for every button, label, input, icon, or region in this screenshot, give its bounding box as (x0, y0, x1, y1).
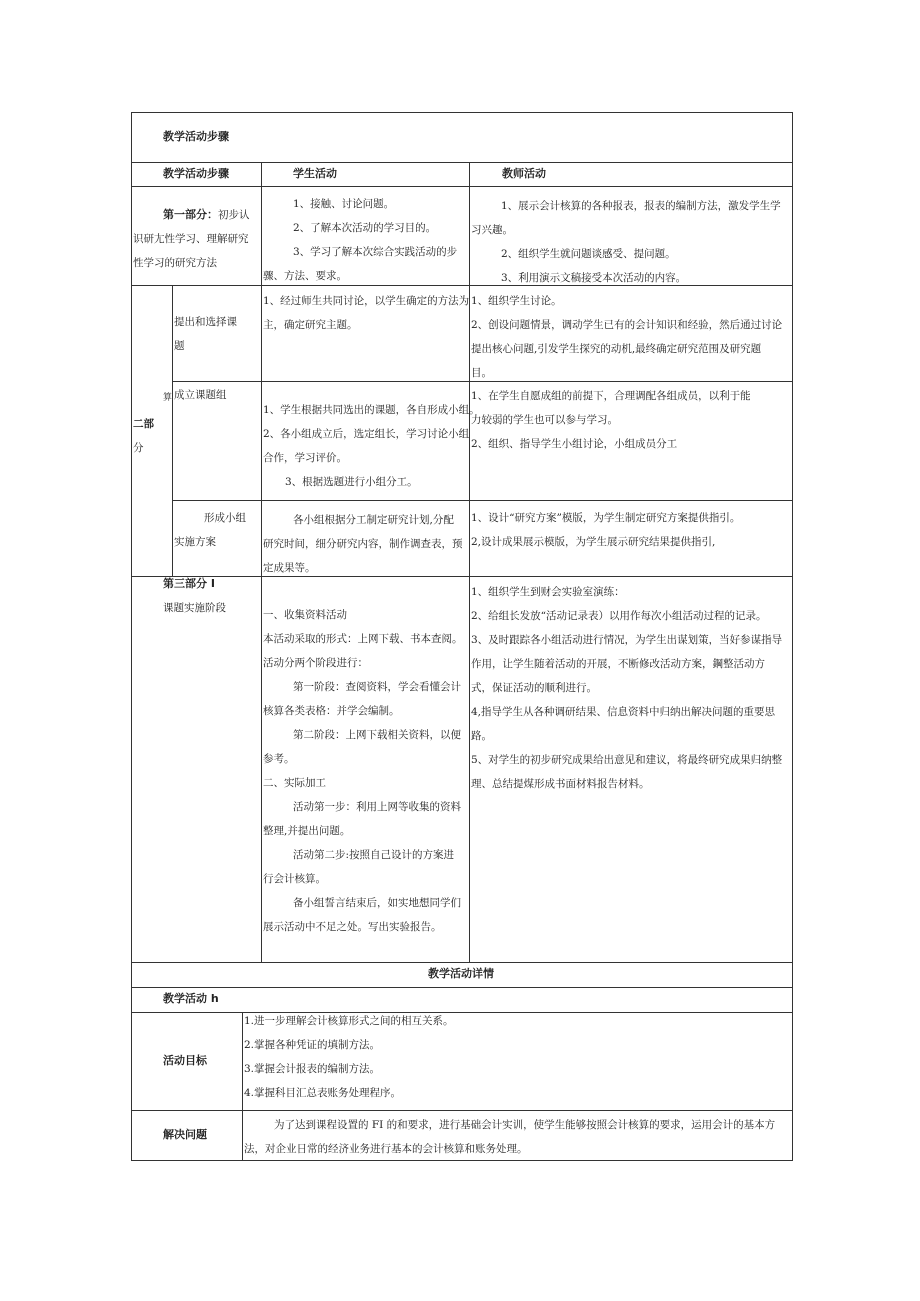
part3-student-line: 整理,并提出问题。 (263, 825, 351, 837)
part3-teacher-line: 4,指导学生从各种调研结果、信息资料中归纳出解决问题的重要思 (471, 706, 776, 718)
part2-row3-student (263, 508, 463, 580)
part1-student-line: 1、接触、讨论问题。 (293, 198, 395, 210)
table-heading: 教学活动步骤 (163, 130, 229, 143)
part2-row-name-line: 形成小组 (204, 512, 246, 524)
border-left (131, 112, 132, 1160)
part3-student-line: 活动第二步:按照自己设计的方案进 (293, 849, 455, 861)
part1-student-line: 3、学习了解本次综合实践活动的步 (293, 246, 458, 258)
part2-row2-teacher-line: 1、在学生自愿成组的前提下，合理调配各组成员，以利于能 (471, 390, 751, 402)
part2-row3-name (174, 506, 246, 554)
col-header-teacher: 教师活动 (502, 167, 546, 180)
part3-student-line: 二、实际加工 (263, 777, 326, 789)
part2-label-tail (133, 436, 144, 460)
part2-row3-student-line: 研究时间，细分研究内容，制作调查表，预 (263, 538, 463, 550)
part3-student-line: 备小组誓言结束后，如实地想同学们 (293, 897, 461, 909)
row-line (131, 987, 793, 988)
row-line (131, 1110, 793, 1111)
border-top (131, 112, 793, 113)
part3-teacher-line: 2、给组长发放“活动记录表）以用作每次小组活动过程的记录。 (471, 610, 767, 622)
part3-teacher-line: 作用，让学生随着活动的开展，不断修改活动方案，鋼整活动方 (471, 658, 765, 670)
row-line (131, 1012, 793, 1013)
part3-student-line: 参考。 (263, 753, 295, 765)
problem-text (244, 1113, 775, 1161)
part3-student-line: 活动第一步：利用上网等收集的资料 (293, 801, 461, 813)
part2-row2-name (174, 383, 227, 407)
part2-row2-student-line: 合作，学习评价。 (263, 452, 347, 464)
part1-label-line: 性学习的研究方法 (133, 257, 217, 269)
part2-row1-name (174, 310, 237, 358)
part2-row2-student-line: 1、学生根据共同选出的课题，各自形成小组。 (263, 404, 480, 416)
details-title: 教学活动详情 (428, 967, 494, 980)
part2-row1-student (263, 289, 469, 337)
part3-label (163, 572, 226, 620)
part2-row3-student-line: 各小组根据分工制定研究计划,分配 (293, 514, 454, 526)
row-line (172, 500, 793, 501)
part2-row1-student-line: 1、经过师生共同讨论，以学生确定的方法为 (263, 295, 470, 307)
part2-row-name-line: 提出和选择课 (174, 316, 237, 328)
part2-row2-teacher (471, 384, 751, 456)
col-header-steps: 教学活动步骤 (163, 167, 229, 180)
part2-row2-student-line: 3、根据选题进行小组分工。 (285, 476, 418, 488)
part1-label-bold: 第一部分： (163, 208, 218, 221)
row-line (131, 186, 793, 187)
part3-teacher-line: 1、组织学生到财会实验室演练： (471, 586, 625, 598)
part2-row2-teacher-line: 2、组织、指导学生小组讨论，小组成员分工 (471, 438, 678, 450)
goal-item: 1.进一步理解会计核算形式之间的相互关系。 (244, 1015, 454, 1027)
part3-teacher-line: 5、对学生的初步研究成果给出意见和建议，将最终研究成果归纳整 (471, 754, 783, 766)
part1-label-line: 初步认 (218, 209, 250, 221)
part2-row-name-line: 题 (174, 340, 185, 352)
col-line (261, 162, 262, 285)
part3-student-line: 第一阶段：查阅资料，学会看懂会计 (293, 681, 461, 693)
problem-label: 解决问题 (163, 1128, 207, 1141)
part3-student-line: 一、收集资料活动 (263, 609, 347, 621)
part1-teacher-line: 3、利用演示文稿接受本次活动的内容。 (501, 272, 687, 284)
part2-row3-teacher-line: 2,设计成果展示模版，为学生展示研究结果提供指引, (471, 536, 716, 548)
problem-line: 法，对企业日常的经济业务进行基本的会计核算和账务处理。 (244, 1143, 528, 1155)
part2-row2-student-line: 2、各小组成立后，选定组长，学习讨论小组 (263, 428, 470, 440)
col-header-student: 学生活动 (293, 167, 337, 180)
col-line (242, 1012, 243, 1160)
part1-teacher-line: 2、组织学生就问题谈感受、提问题。 (501, 248, 676, 260)
part3-label-line: 课题实施阶段 (163, 602, 226, 614)
col-line (469, 162, 470, 962)
part1-student (263, 192, 457, 288)
part3-student-line: 本活动采取的形式：上网下载、书本查阅。 (263, 633, 463, 645)
part2-row2-teacher-line: 力较弱的学生也可以参与学习。 (471, 414, 618, 426)
part2-row2-student (263, 398, 480, 494)
part3-student-line: 核算各类表格：并学会编制。 (263, 705, 400, 717)
problem-line: 为了达到课程设置的 FI 的和要求，进行基础会计实训，使学生能够按照会计核算的要求，运用会计的基本方 (274, 1119, 776, 1131)
part2-row1-teacher-line: 2、创设问题情景，调动学生已有的会计知识和经验，然后通过讨论 (471, 319, 783, 331)
part2-row1-teacher-line: 1、组织学生讨论。 (471, 295, 562, 307)
goals-label: 活动目标 (163, 1054, 207, 1067)
part1-teacher-line: 1、展示会计核算的各种报表，报表的编制方法，激发学生学 (501, 200, 781, 212)
goal-item: 3.掌握会计报表的编制方法。 (244, 1063, 381, 1075)
part1-label-line: 识研尢性学习、理解研究 (133, 233, 249, 245)
part1-student-line: 骤、方法、要求。 (263, 270, 347, 282)
part1-label (133, 203, 250, 275)
part3-teacher (471, 580, 782, 796)
part2-small-char: 算 (163, 393, 173, 403)
part2-label-line: 二部 (133, 418, 154, 430)
part2-row3-teacher-line: 1、设计“研究方案”模版，为学生制定研究方案提供指引。 (471, 512, 741, 524)
goal-item: 4.掌握科目汇总表账务处理程序。 (244, 1087, 402, 1099)
part2-row-name-line: 成立课题组 (174, 389, 227, 401)
part2-row-name-line: 实施方案 (174, 536, 216, 548)
part2-label-line: 分 (133, 442, 144, 454)
part1-teacher (471, 194, 781, 290)
part1-teacher-line: 习兴趣。 (471, 224, 513, 236)
part3-teacher-line: 3、及时跟踪各小组活动进行情况，为学生出谋划策，当好参谋指导 (471, 634, 783, 646)
border-right (792, 112, 793, 1160)
part3-student-line: 展示活动中不足之处。写出实验报告。 (263, 921, 442, 933)
part3-teacher-line: 理、总结提煤形成书面材料报告材料。 (471, 778, 650, 790)
part2-row1-student-line: 主，确定研究主题。 (263, 319, 358, 331)
part2-row3-teacher (471, 506, 740, 554)
goals-list (244, 1009, 454, 1105)
part2-label (133, 412, 154, 436)
part2-row1-teacher-line: 目。 (471, 367, 492, 379)
part3-student-line: 第二阶段：上网下载相关资料，以便 (293, 729, 461, 741)
part3-teacher-line: 路。 (471, 730, 492, 742)
part2-row3-student-line: 定成果等。 (263, 562, 316, 574)
part3-label-line: 第三部分 I (163, 577, 215, 590)
part3-student (263, 603, 463, 939)
row-line (131, 162, 793, 163)
col-line (261, 285, 262, 962)
part3-student-line: 活动分两个阶段进行： (263, 657, 368, 669)
goal-item: 2.掌握各种凭证的填制方法。 (244, 1039, 381, 1051)
part1-student-line: 2、了解本次活动的学习目的。 (293, 222, 437, 234)
part3-teacher-line: 式，保证活动的顺利进行。 (471, 682, 597, 694)
part2-row1-teacher (471, 289, 782, 385)
part2-row1-teacher-line: 提出核心问题,引发学生探究的动机,最终确定研究范围及研究题 (471, 343, 762, 355)
activity-label: 教学活动 h (163, 992, 219, 1005)
part3-student-line: 行会计核算。 (263, 873, 326, 885)
col-line (172, 285, 173, 576)
